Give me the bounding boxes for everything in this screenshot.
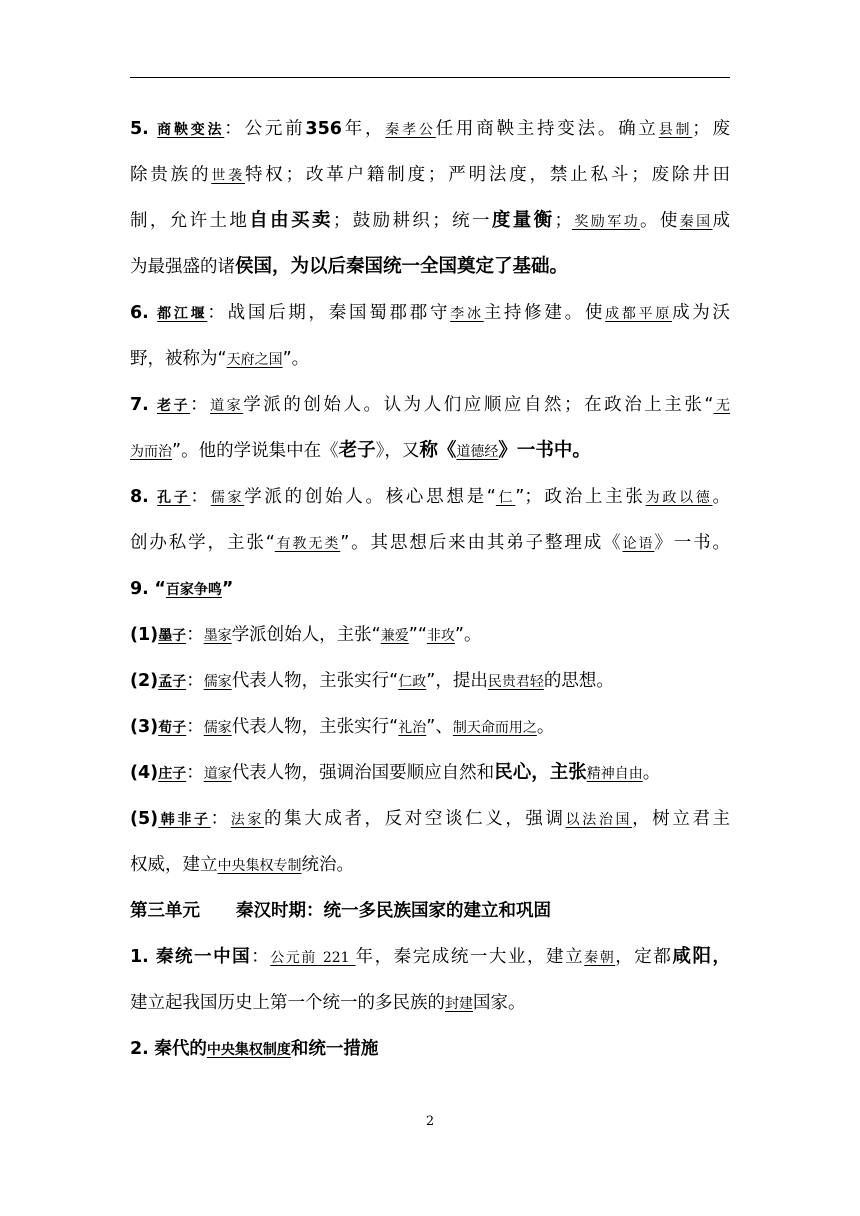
underlined-term: 秦孝公 xyxy=(385,122,436,138)
underlined-term: 道家 xyxy=(203,766,232,782)
term: 都江堰 xyxy=(157,306,208,322)
item-5-line-4 xyxy=(130,244,730,290)
term: 老子 xyxy=(156,398,191,414)
item-number: 8. xyxy=(130,487,149,507)
unit-label: 第三单元 xyxy=(130,901,200,921)
unit-heading xyxy=(130,888,730,934)
text: ： xyxy=(186,717,204,737)
underlined-term: 民贵君轻 xyxy=(487,674,544,690)
text: ；废 xyxy=(692,119,731,139)
text: 野，被称为“ xyxy=(130,349,227,369)
item-5-line-3 xyxy=(130,198,730,244)
item-6-line-1 xyxy=(130,290,730,336)
underlined-term: 中央集权专制 xyxy=(217,858,302,874)
text: ”。其思想后来由其弟子整理成《 xyxy=(340,533,623,553)
text: 创办私学，主张“ xyxy=(130,533,275,553)
underlined-term: 兼爱 xyxy=(380,628,409,644)
text: 成 xyxy=(712,211,730,231)
philosopher-name: 庄子 xyxy=(158,766,187,782)
unit3-item-1-line-2 xyxy=(130,980,730,1026)
bold-term: 自由买卖 xyxy=(249,210,333,231)
text: 制，允许土地 xyxy=(130,211,250,231)
unit3-item-1-line-1 xyxy=(130,934,730,980)
bold-term: 咸阳 xyxy=(672,946,713,967)
text: ： xyxy=(210,809,231,829)
text: 》，又 xyxy=(375,441,420,461)
text: 特权；改革户籍制度；严明法度，禁止私斗；废除井田 xyxy=(244,165,731,185)
bold-text: 民心，主张 xyxy=(494,762,587,783)
underlined-term: 天府之国 xyxy=(226,352,283,368)
bold-text: 秦代的 xyxy=(154,1039,207,1059)
item-5-line-1 xyxy=(130,106,730,152)
text: 除贵族的 xyxy=(130,165,212,185)
text: 学派的创始人。认为人们应顺应自然；在政治上主张“ xyxy=(243,395,714,415)
philosopher-name: 韩非子 xyxy=(158,812,211,828)
text: ： xyxy=(186,763,204,783)
bold-text: 称《 xyxy=(419,440,457,461)
text: ”。他的学说集中在《 xyxy=(172,441,339,461)
sub-item-1 xyxy=(130,612,730,658)
underlined-term: 非攻 xyxy=(426,628,455,644)
item-number: 1. xyxy=(130,947,149,967)
underlined-term: 仁政 xyxy=(398,674,427,690)
text: 的集大成者，反对空谈仁义，强调 xyxy=(264,809,566,829)
underlined-term: 有教无类 xyxy=(274,536,341,552)
underlined-term: 儒家 xyxy=(203,674,232,690)
page-body xyxy=(130,106,730,1072)
item-8-line-1 xyxy=(130,474,730,520)
text: ： xyxy=(190,487,211,507)
text: ； xyxy=(554,211,573,231)
text: 统治。 xyxy=(301,855,354,875)
bold-term: 老子 xyxy=(338,440,376,461)
quote-mark: ” xyxy=(221,579,234,599)
item-9-heading xyxy=(130,566,730,612)
underlined-term: 精神自由 xyxy=(586,766,643,782)
underlined-term: 论语 xyxy=(622,536,655,552)
underlined-term: 墨家 xyxy=(203,628,232,644)
text: 为最强盛的诸 xyxy=(130,257,235,277)
item-number: 5. xyxy=(130,119,149,139)
item-number: 7. xyxy=(130,395,149,415)
text: ，树立君主 xyxy=(632,809,731,829)
text: 任用商鞅主持变法。确立 xyxy=(435,119,659,139)
sub-number: (2) xyxy=(130,671,159,691)
underlined-term: 儒家 xyxy=(210,490,245,506)
text: 。 xyxy=(536,717,555,737)
item-6-line-2 xyxy=(130,336,730,382)
item-5-line-2 xyxy=(130,152,730,198)
text: ： xyxy=(186,671,204,691)
item-number: 2. xyxy=(130,1039,149,1059)
text: ；鼓励耕织；统一 xyxy=(332,211,492,231)
text: 主持修建。使 xyxy=(483,303,606,323)
bold-term: 度量衡 xyxy=(491,210,555,231)
term: 秦统一中国 xyxy=(155,947,252,967)
item-number: 9. xyxy=(130,579,149,599)
text: 。 xyxy=(712,487,730,507)
sub-item-2 xyxy=(130,658,730,704)
term: 商鞅变法 xyxy=(157,122,225,138)
philosopher-name: 孟子 xyxy=(158,674,187,690)
bold-text: 和统一措施 xyxy=(290,1039,379,1059)
underlined-term: 成都平原 xyxy=(605,306,673,322)
underlined-term: 以法治国 xyxy=(565,812,633,828)
text: 》一书。 xyxy=(654,533,731,553)
sub-number: (1) xyxy=(130,625,159,645)
underlined-term: 法家 xyxy=(230,812,264,828)
text: 学派的创始人。核心思想是“ xyxy=(244,487,496,507)
text: ，定都 xyxy=(615,947,673,967)
unit3-item-2 xyxy=(130,1026,730,1072)
item-7-line-1 xyxy=(130,382,730,428)
page-number: 2 xyxy=(425,1114,435,1129)
text: ， xyxy=(712,947,730,967)
text: 年，秦完成统一大业，建立 xyxy=(355,947,585,967)
text: ： xyxy=(251,947,271,967)
year: 356 xyxy=(305,119,342,139)
text: 。 xyxy=(642,763,661,783)
text: 权威，建立 xyxy=(130,855,218,875)
underlined-term: 世袭 xyxy=(211,168,245,184)
text: 学派创始人，主张“ xyxy=(231,625,381,645)
header-rule xyxy=(130,77,730,78)
text: 。使 xyxy=(639,211,680,231)
underlined-term: 为而治 xyxy=(130,444,172,460)
philosopher-name: 荀子 xyxy=(158,720,187,736)
sub-number: (4) xyxy=(130,763,159,783)
item-8-line-2 xyxy=(130,520,730,566)
philosopher-name: 墨子 xyxy=(158,628,187,644)
sub-item-5-line-2 xyxy=(130,842,730,888)
text: ”“ xyxy=(408,625,427,645)
underlined-term: 李冰 xyxy=(450,306,484,322)
underlined-term: 为政以德 xyxy=(645,490,713,506)
bold-text: 侯国，为以后秦国统一全国奠定了基础。 xyxy=(235,256,569,277)
underlined-term: 秦朝 xyxy=(584,950,616,966)
sub-number: (5) xyxy=(130,809,159,829)
text: ： xyxy=(186,625,204,645)
text: ”，提出 xyxy=(426,671,488,691)
underlined-term: 无 xyxy=(713,398,731,414)
unit-title: 秦汉时期：统一多民族国家的建立和巩固 xyxy=(236,901,551,921)
underlined-term: 封建 xyxy=(445,996,473,1012)
text: ： xyxy=(190,395,211,415)
underlined-term: 中央集权制度 xyxy=(206,1042,291,1058)
term: 百家争鸣 xyxy=(165,582,222,598)
text: 国家。 xyxy=(473,993,526,1013)
sub-item-4 xyxy=(130,750,730,796)
text: 建立起我国历史上第一个统一的多民族的 xyxy=(130,993,445,1013)
text: ”。 xyxy=(282,349,310,369)
text: ：战国后期，秦国蜀郡郡守 xyxy=(207,303,451,323)
underlined-term: 仁 xyxy=(495,490,516,506)
underlined-term: 奖励军功 xyxy=(572,214,640,230)
sub-item-3 xyxy=(130,704,730,750)
text: 年， xyxy=(341,119,386,139)
text: 代表人物，主张实行“ xyxy=(231,671,399,691)
underlined-term: 道德经 xyxy=(456,444,499,460)
bold-text: 》一书中。 xyxy=(498,440,591,461)
sub-item-5-line-1 xyxy=(130,796,730,842)
text: ”；政治上主张 xyxy=(515,487,646,507)
item-number: 6. xyxy=(130,303,149,323)
text: 成为沃 xyxy=(672,303,731,323)
text: ”、 xyxy=(426,717,453,737)
text: 代表人物，强调治国要顺应自然和 xyxy=(231,763,495,783)
underlined-term: 县制 xyxy=(658,122,693,138)
underlined-term: 礼治 xyxy=(398,720,427,736)
text: 的思想。 xyxy=(543,671,614,691)
underlined-term: 道家 xyxy=(210,398,244,414)
text: ：公元前 xyxy=(224,119,306,139)
text: 代表人物，主张实行“ xyxy=(231,717,399,737)
text: ”。 xyxy=(454,625,482,645)
item-7-line-2 xyxy=(130,428,730,474)
underlined-term: 儒家 xyxy=(203,720,232,736)
quote-mark: “ xyxy=(154,579,166,599)
sub-number: (3) xyxy=(130,717,159,737)
term: 孔子 xyxy=(157,490,191,506)
underlined-term: 公元前 221 xyxy=(270,950,356,966)
underlined-term: 秦国 xyxy=(679,214,713,230)
underlined-term: 制天命而用之 xyxy=(452,720,537,736)
